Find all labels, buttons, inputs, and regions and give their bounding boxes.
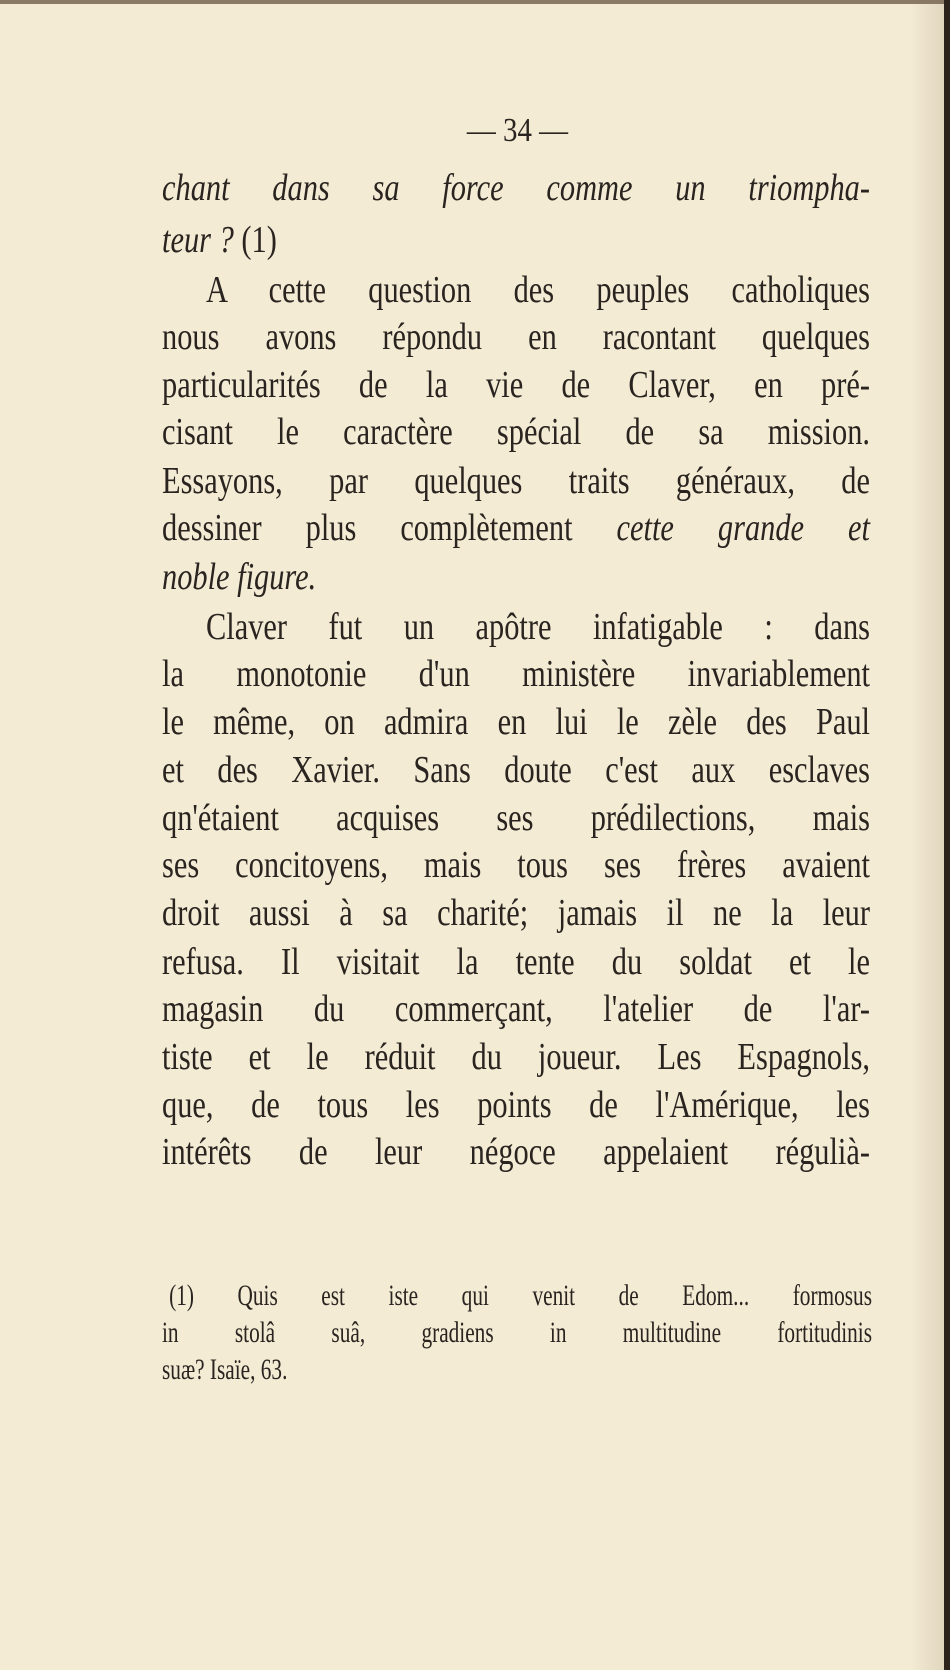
text: Essayons, par quelques traits généraux, de [162, 460, 870, 502]
body-line [162, 268, 870, 312]
body-line [162, 315, 870, 359]
body-line [162, 987, 870, 1031]
body-line [162, 1083, 870, 1127]
text: le même, on admira en lui le zèle des Paul [162, 701, 870, 743]
text: que, de tous les points de l'Amérique, les [162, 1084, 870, 1126]
text: A cette question des peuples catholiques [206, 269, 870, 311]
body-line [162, 700, 870, 744]
italic-text: cette grande et [616, 507, 870, 549]
italic-text: noble figure. [162, 556, 317, 598]
text: dessiner plus complètement [162, 507, 617, 549]
page-top-edge [0, 0, 950, 4]
body-line [162, 459, 870, 503]
text: droit aussi à sa charité; jamais il ne la leur [162, 892, 870, 934]
text: magasin du commerçant, l'atelier de l'ar- [162, 988, 870, 1030]
body-line [162, 410, 870, 454]
body-line [162, 891, 870, 935]
text: Claver fut un apôtre infatigable : dans [206, 606, 870, 648]
page-number: — 34 — [466, 112, 569, 149]
body-line [162, 748, 870, 792]
body-line [162, 1130, 870, 1174]
text: intérêts de leur négoce appelaient régulià- [162, 1131, 870, 1173]
body-line [162, 218, 870, 262]
footnote-line: in stolâ suâ, gradiens in multitudine fortitudinis [162, 1316, 872, 1349]
footnote-line: suæ? Isaïe, 63. [162, 1353, 288, 1386]
text: cisant le caractère spécial de sa mission. [162, 411, 870, 453]
body-line [162, 843, 870, 887]
text: particularités de la vie de Claver, en pré- [162, 364, 870, 406]
text: qn'étaient acquises ses prédilections, mais [162, 797, 870, 839]
text: refusa. Il visitait la tente du soldat et le [162, 941, 870, 983]
text: et des Xavier. Sans doute c'est aux esclaves [162, 749, 870, 791]
body-line [162, 1035, 870, 1079]
body-line [162, 506, 870, 550]
body-line [162, 166, 870, 210]
text: la monotonie d'un ministère invariablement [162, 653, 870, 695]
text: ses concitoyens, mais tous ses frères avaient [162, 844, 870, 886]
body-line [162, 796, 870, 840]
text: nous avons répondu en racontant quelques [162, 316, 870, 358]
footnote-line: (1) Quis est iste qui venit de Edom... formosus [169, 1279, 873, 1312]
text: (1) [233, 219, 277, 261]
body-line [162, 652, 870, 696]
text: tiste et le réduit du joueur. Les Espagnols, [162, 1036, 870, 1078]
italic-text: chant dans sa force comme un triompha- [162, 167, 870, 209]
page-right-edge [944, 0, 950, 1670]
body-line [162, 363, 870, 407]
body-line [162, 940, 870, 984]
body-line [162, 555, 870, 599]
italic-text: teur ? [162, 219, 234, 261]
body-line [162, 605, 870, 649]
